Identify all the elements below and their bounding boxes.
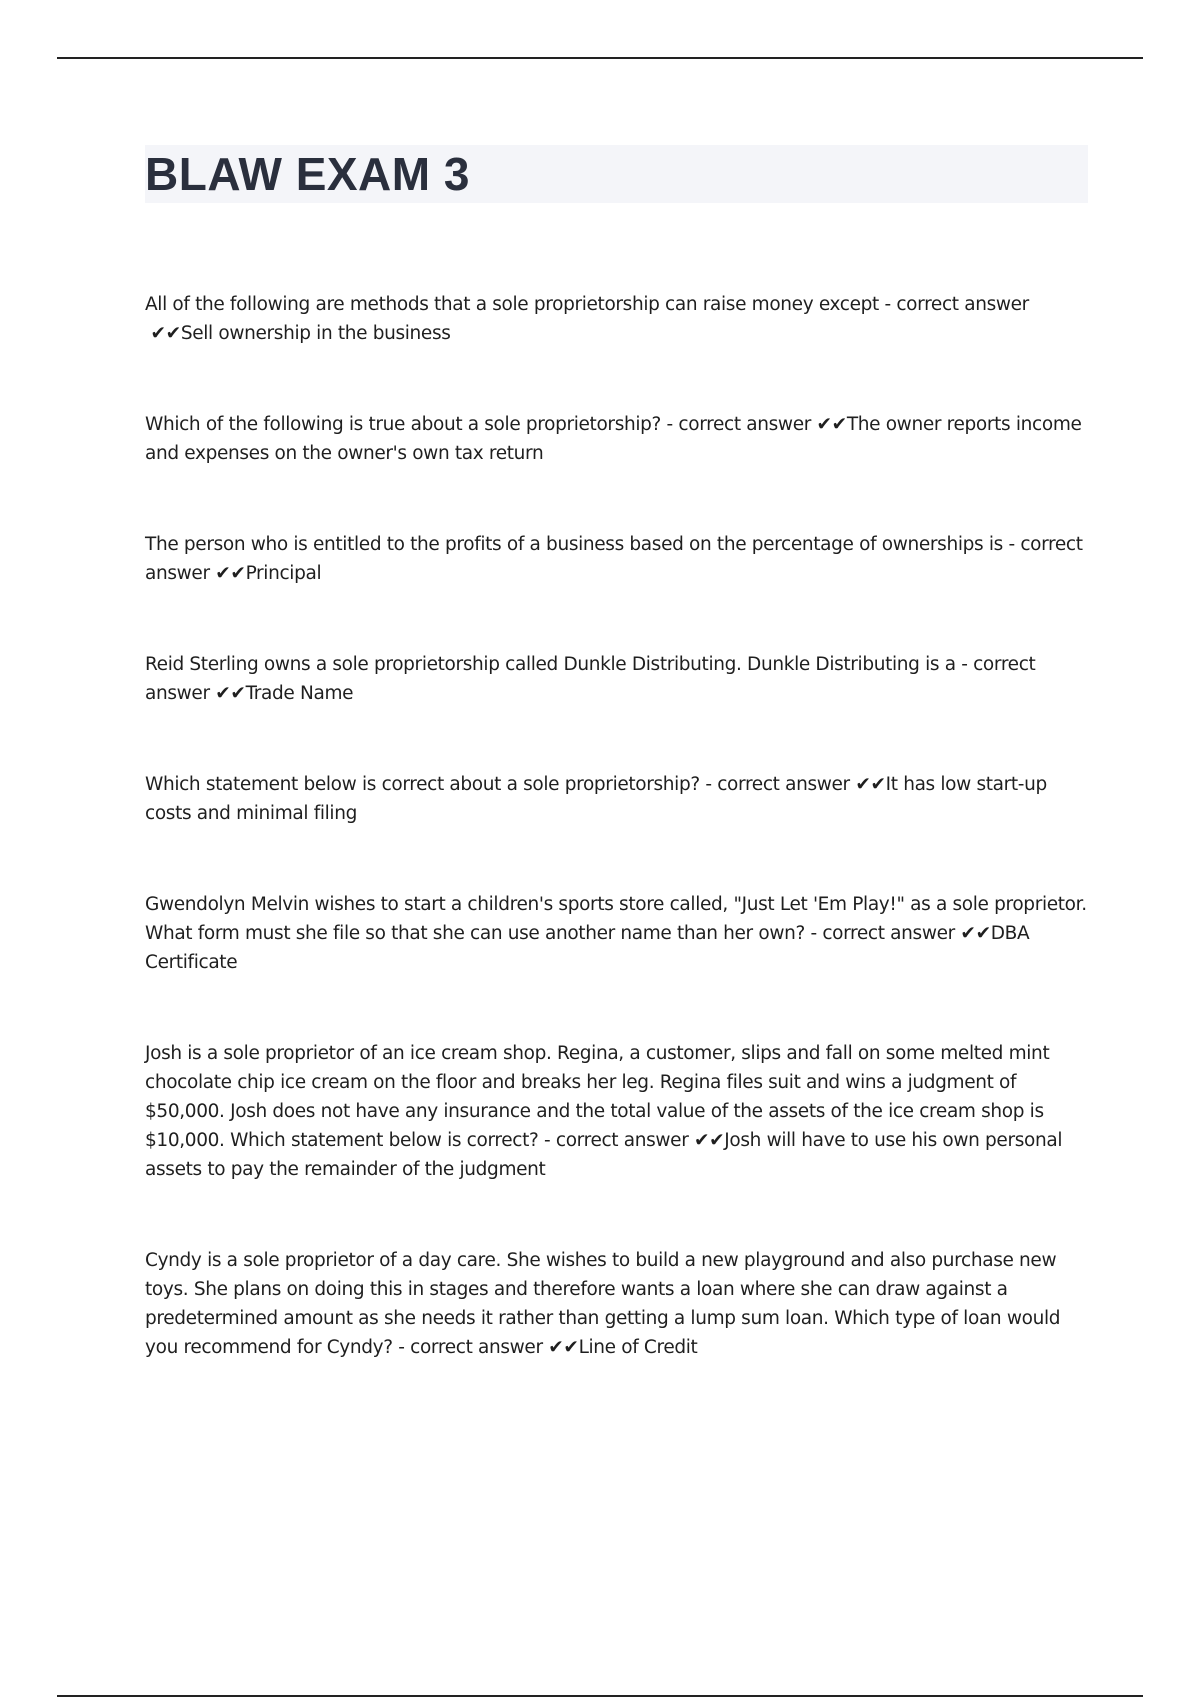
qa-item xyxy=(145,530,1095,588)
qa-item xyxy=(145,410,1095,468)
answer-label: correct answer xyxy=(822,923,955,944)
answer-text: Sell ownership in the business xyxy=(180,323,451,344)
question-text: Gwendolyn Melvin wishes to start a children's sports store called, "Just Let 'Em Play!" as a sole proprietor. What form must she file so that she can use another name than her own? xyxy=(145,894,1087,944)
qa-item xyxy=(145,650,1095,708)
checkmark-icon: ✔✔ xyxy=(209,683,246,704)
qa-item xyxy=(145,1246,1095,1362)
answer-text: Trade Name xyxy=(245,683,354,704)
answer-label: correct answer xyxy=(410,1337,543,1358)
question-text: Cyndy is a sole proprietor of a day care. She wishes to build a new playground and also purchase new toys. She plans on doing this in stages and therefore wants a loan where she can draw against a predetermined amount as she needs it rather than getting a lump sum loan. Which type of loan would you recommend for Cyndy? xyxy=(145,1250,1061,1358)
question-text: Josh is a sole proprietor of an ice cream shop. Regina, a customer, slips and fall on some melted mint chocolate chip ice cream on the floor and breaks her leg. Regina files suit and wins a judgment of $50,000. Josh does not have any insurance and the total value of the assets of the ice cream shop is $10,000. Which statement below is correct? xyxy=(145,1043,1050,1151)
answer-text: Line of Credit xyxy=(578,1337,698,1358)
question-text: Which of the following is true about a sole proprietorship? xyxy=(145,414,662,435)
bottom-rule xyxy=(57,1695,1143,1697)
question-text: All of the following are methods that a sole proprietorship can raise money except xyxy=(145,294,879,315)
question-text: Which statement below is correct about a sole proprietorship? xyxy=(145,774,700,795)
qa-item xyxy=(145,290,1095,348)
question-text: The person who is entitled to the profits of a business based on the percentage of ownerships is xyxy=(145,534,1003,555)
checkmark-icon: ✔✔ xyxy=(954,923,991,944)
answer-label: correct answer xyxy=(678,414,811,435)
separator: - xyxy=(699,774,718,795)
qa-item xyxy=(145,1039,1095,1184)
checkmark-icon: ✔✔ xyxy=(145,323,181,344)
answer-label: correct answer xyxy=(896,294,1029,315)
separator: - xyxy=(804,923,823,944)
checkmark-icon: ✔✔ xyxy=(542,1337,579,1358)
separator: - xyxy=(955,654,974,675)
checkmark-icon: ✔✔ xyxy=(209,563,246,584)
answer-label: correct answer xyxy=(717,774,850,795)
separator: - xyxy=(878,294,897,315)
answer-label: correct answer xyxy=(145,534,1083,584)
answer-text: Josh will have to use his own personal assets to pay the remainder of the judgment xyxy=(145,1130,1063,1180)
checkmark-icon: ✔✔ xyxy=(849,774,886,795)
answer-text: DBA Certificate xyxy=(145,923,1030,973)
separator: - xyxy=(392,1337,411,1358)
answer-text: It has low start-up costs and minimal filing xyxy=(145,774,1047,824)
qa-list xyxy=(145,290,1095,1424)
separator: - xyxy=(538,1130,556,1151)
checkmark-icon: ✔✔ xyxy=(810,414,847,435)
separator: - xyxy=(661,414,679,435)
document-title: BLAW EXAM 3 xyxy=(145,148,470,200)
qa-item xyxy=(145,890,1095,977)
answer-text: Principal xyxy=(245,563,322,584)
answer-label: correct answer xyxy=(555,1130,689,1151)
checkmark-icon: ✔✔ xyxy=(688,1130,725,1151)
answer-label: correct answer xyxy=(145,654,1036,704)
answer-text: The owner reports income and expenses on the owner's own tax return xyxy=(145,414,1082,464)
question-text: Reid Sterling owns a sole proprietorship called Dunkle Distributing. Dunkle Distributing is a xyxy=(145,654,956,675)
qa-item xyxy=(145,770,1095,828)
top-rule xyxy=(57,57,1143,59)
separator: - xyxy=(1002,534,1021,555)
